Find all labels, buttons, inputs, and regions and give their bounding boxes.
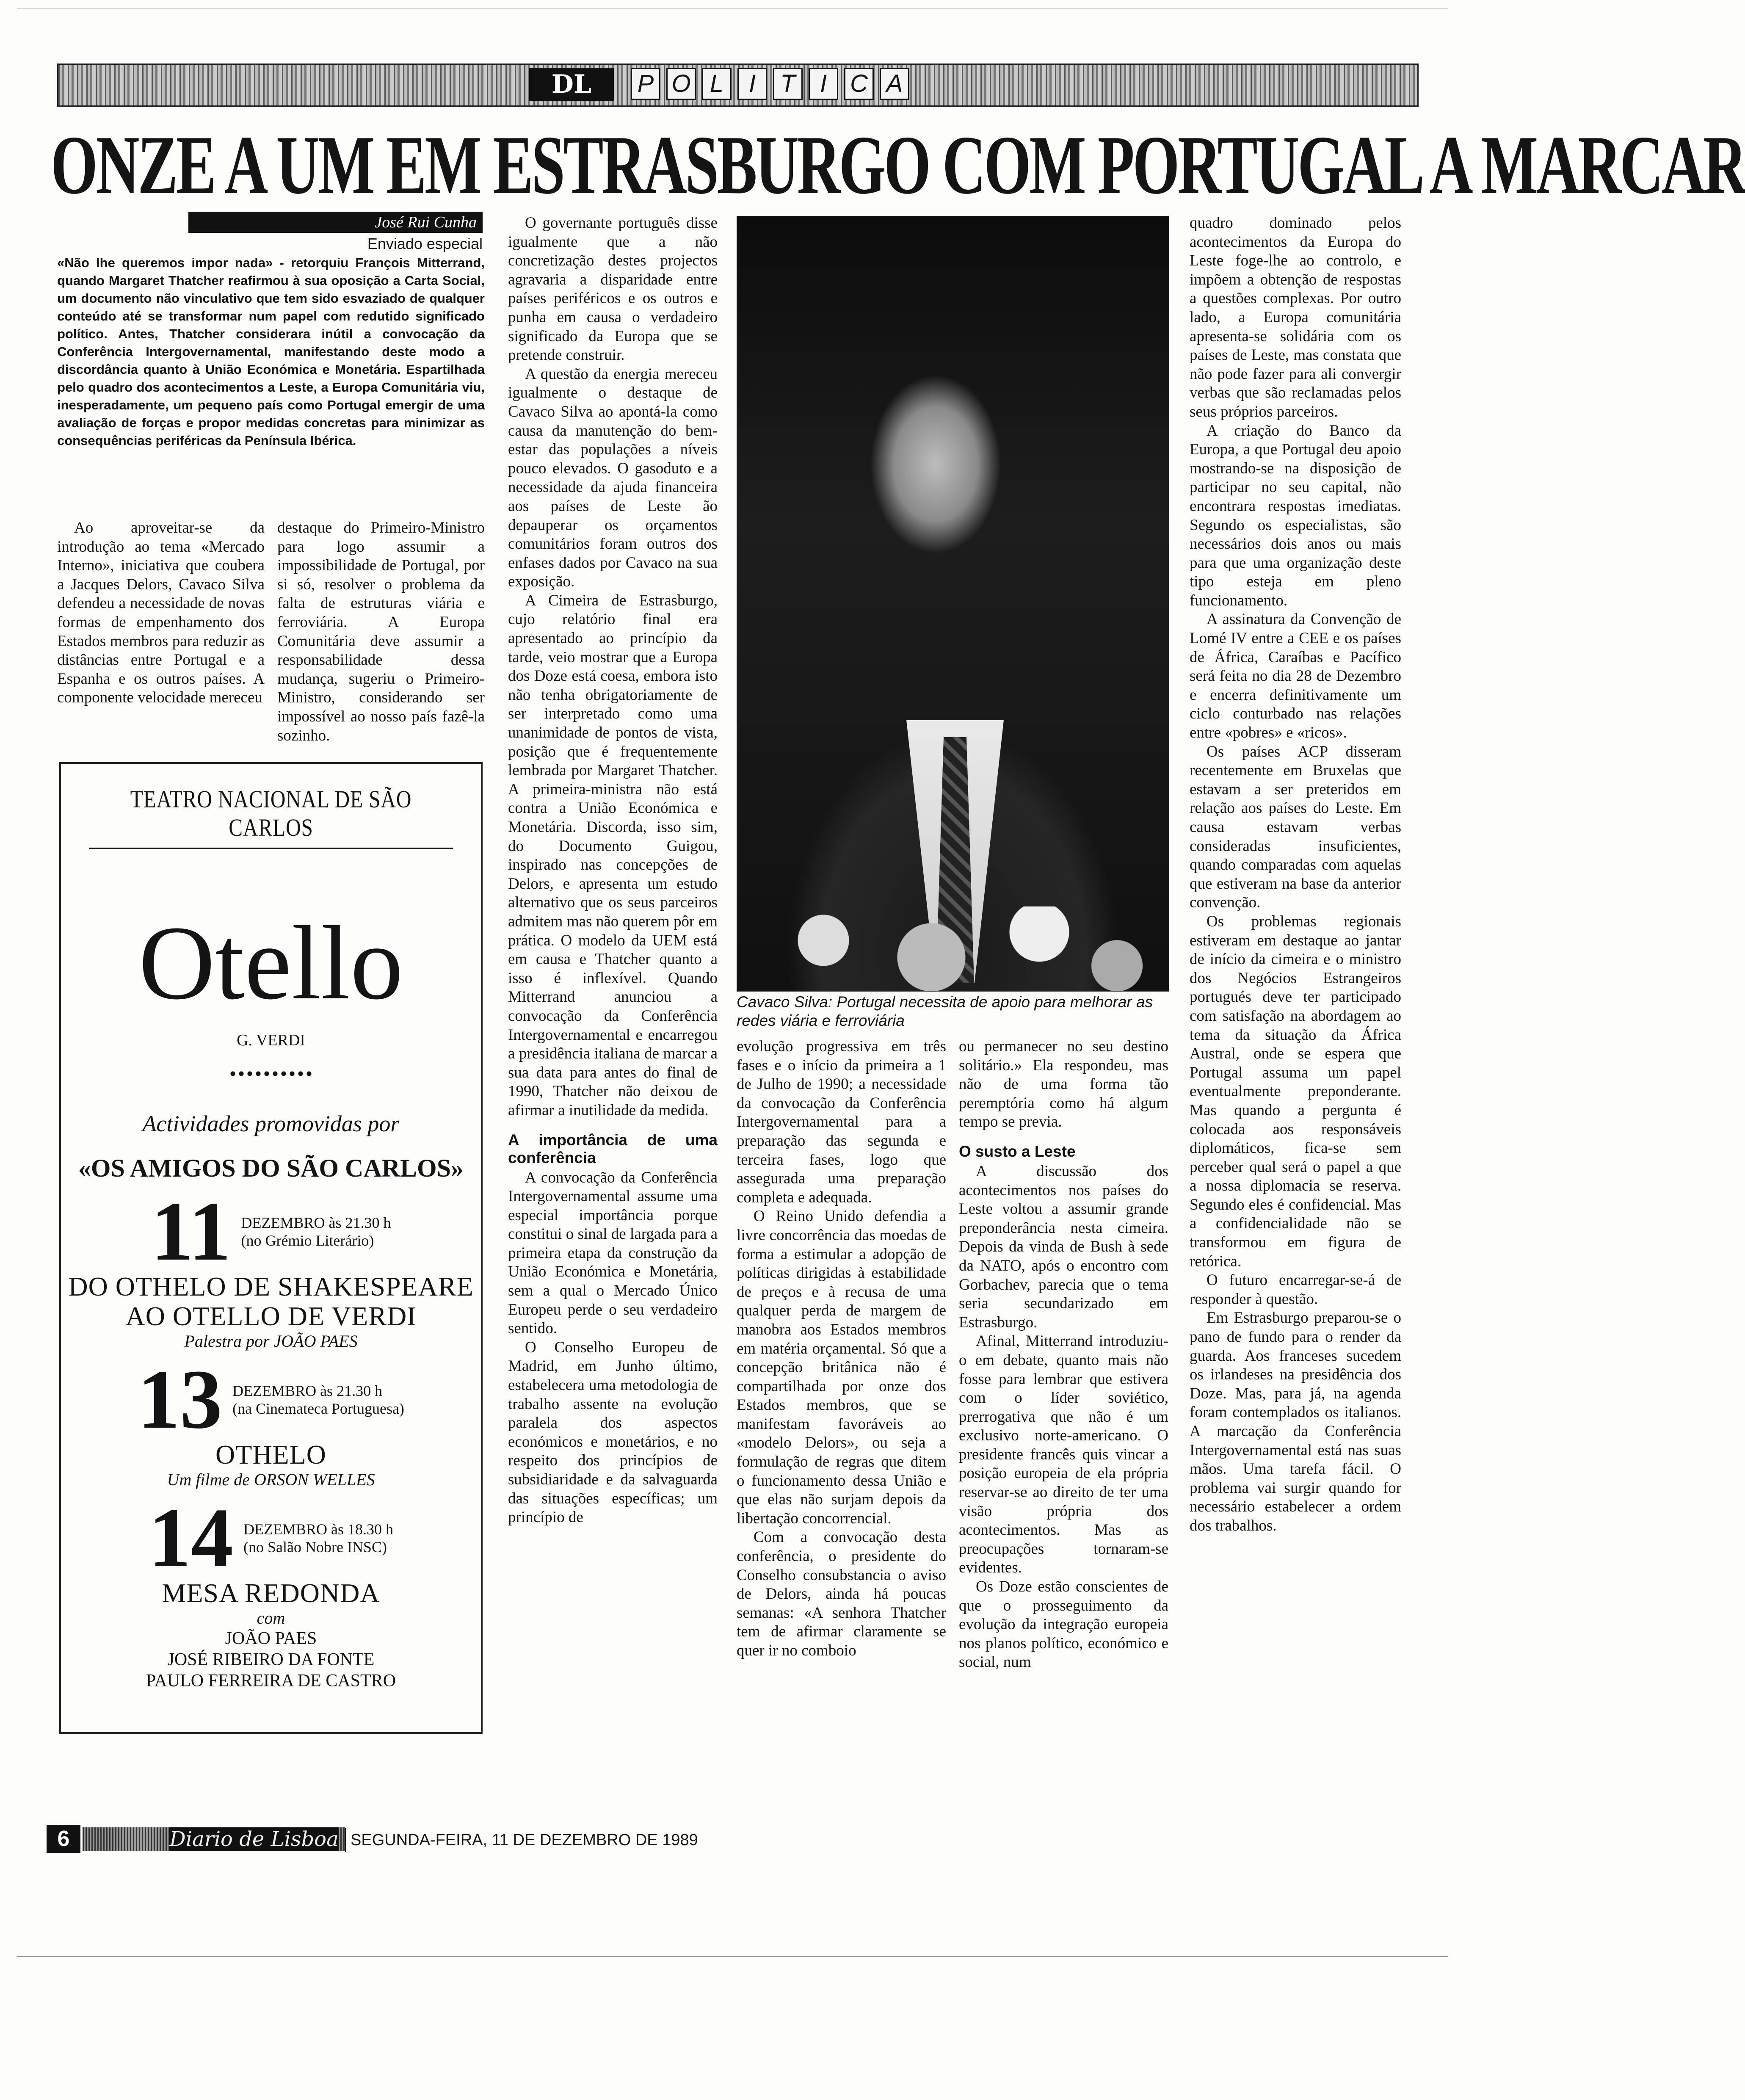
article-column-3 <box>508 214 718 1527</box>
subheading: O susto a Leste <box>959 1142 1076 1160</box>
portrait-photo <box>737 216 1169 992</box>
newspaper-logo: DL <box>529 68 614 101</box>
article-column-2 <box>277 519 485 745</box>
photo-caption: Cavaco Silva: Portugal necessita de apoio para melhorar as redes viária e ferroviária <box>737 993 1153 1029</box>
event-day: 11 <box>151 1185 231 1278</box>
panelist: JOÃO PAES <box>225 1629 317 1648</box>
paragraph: A questão da energia mereceu igualmente o destaque de Cavaco Silva ao apontá-la como causa da manutenção do bem-estar das populações a níveis pouco elevados. O gasoduto e a necessidade da ajuda financeira aos países de Leste ão depauperar os orçamentos comunitários foram outros dos enfases dados por Cavaco na sua exposição. <box>508 365 718 591</box>
article-column-6 <box>1190 214 1401 1536</box>
event-day: 13 <box>138 1353 223 1446</box>
paragraph: ou permanecer no seu destino solitário.» Ela respondeu, mas não de uma forma tão peremptória como há algum tempo se previa. <box>959 1038 1168 1131</box>
paragraph: Os Doze estão conscientes de que o prosseguimento da evolução da integração europeia nos planos político, económico e social, num <box>959 1578 1168 1671</box>
paragraph: A Cimeira de Estrasburgo, cujo relatório final era apresentado ao princípio da tarde, veio mostrar que a Europa dos Doze está coesa, embora isto não tenha obrigatoriamente de ser interpretado como uma unanimidade de pontos de vista, posição que é frequentemente lembrada por Margaret Thatcher. A primeira-ministra não está contra a União Económica e Monetária. Discorda, isso sim, do Documento Guigou, inspirado nas concepções de Delors, e apresenta um estudo alternativo que os seus parceiros admitem mas não querem pôr em prática. O modelo da UEM está em causa e Thatcher quanto a isso é inflexível. Quando Mitterrand anunciou a convocação da Conferência Intergovernamental e encarregou a presidência italiana de marcar a sua data para antes do final de 1990, Thatcher não deixou de afirmar a inutilidade da medida. <box>508 591 718 1119</box>
section-letter: O <box>666 68 696 100</box>
panelist: JOSÉ RIBEIRO DA FONTE <box>167 1650 375 1669</box>
event-title: DO OTHELO DE SHAKESPEARE <box>68 1271 474 1301</box>
paragraph: O governante português disse igualmente que a não concretização destes projectos agravaria a disparidade entre países periféricos e os outros e punha em causa o verdadeiro significado da Europa que se pretende construir. <box>508 214 718 364</box>
paragraph: Em Estrasburgo preparou-se o pano de fundo para o render da guarda. Aos franceses sucedem os irlandeses na presidência dos Doze. Mas, para já, na agenda foram contemplados os italianos. A marcação da Conferência Intergovernamental está nas suas mãos. Uma tarefa fácil. O problema vai surgir quando for necessário estabelecer a ordem dos trabalhos. <box>1190 1309 1401 1534</box>
divider <box>89 848 453 849</box>
event-time: DEZEMBRO às 18.30 h <box>243 1521 393 1538</box>
paragraph: A convocação da Conferência Intergovernamental assume uma especial importância porque constitui o sinal de largada para a primeira etapa da construção da União Económica e Monetária, sem a qual o Mercado Único Europeu perde o seu verdadeiro sentido. <box>508 1169 718 1337</box>
byline: José Rui Cunha <box>188 212 483 233</box>
newspaper-name: Diario de Lisboa <box>169 1827 339 1851</box>
article-column-1 <box>57 519 265 707</box>
theatre-advertisement <box>59 762 483 1734</box>
lead-paragraph: «Não lhe queremos impor nada» - retorquiu François Mitterrand, quando Margaret Thatcher reafirmou à sua oposição a Carta Social, um documento não vinculativo que tem sido esvaziado de qualquer conteúdo até se transformar num papel com redutido significado político. Antes, Thatcher considerara inútil a convocação da Conferência Intergovernamental, manifestando deste modo a discordância quanto à União Económica e Monetária. Espartilhada pelo quadro dos acontecimentos a Leste, a Europa Comunitária viu, inesperadamente, um pequeno país como Portugal emergir de uma avaliação de forças e propor medidas concretas para minimizar as consequências periféricas da Península Ibérica. <box>57 255 485 448</box>
paragraph: Afinal, Mitterrand introduziu-o em debate, quanto mais não fosse para lembrar que estivera com o líder soviético, prerrogativa que não é um exclusivo norte-americano. O presidente francês quis vincar a posição europeia de ela própria reservar-se ao direito de ter uma visão própria dos acontecimentos. Mas as preocupações tornaram-se evidentes. <box>959 1332 1168 1577</box>
section-letter: P <box>631 68 660 100</box>
section-title <box>631 68 915 101</box>
event-place: (no Salão Nobre INSC) <box>243 1539 387 1556</box>
section-letter: A <box>880 68 909 100</box>
event-subtitle: Um filme de ORSON WELLES <box>167 1470 375 1489</box>
section-letter: L <box>702 68 732 100</box>
top-rule <box>17 8 1448 9</box>
event-date <box>61 1491 481 1585</box>
event-place: (no Grémio Literário) <box>241 1232 374 1249</box>
headline: ONZE A UM EM ESTRASBURGO COM PORTUGAL A MARCAR <box>51 119 1745 211</box>
composer: G. VERDI <box>237 1031 305 1049</box>
event-title: OTHELO <box>215 1440 326 1470</box>
article-column-5 <box>959 1037 1168 1672</box>
organizer-name: «OS AMIGOS DO SÃO CARLOS» <box>78 1154 464 1182</box>
event-time: DEZEMBRO às 21.30 h <box>241 1214 391 1231</box>
section-letter: C <box>844 68 874 100</box>
paragraph: A assinatura da Convenção de Lomé IV entre a CEE e os países de África, Caraíbas e Pacífico será feita no dia 28 de Dezembro e encerra definitivamente um ciclo conturbado nas relações entre «pobres» e «ricos». <box>1190 611 1401 742</box>
paragraph: O Conselho Europeu de Madrid, em Junho último, estabelecera uma metodologia de trabalho assente na evolução paralela dos aspectos económicos e monetários, e no respeito dos princípios de subsidiaridade e da salvaguarda das situações específicas; um princípio de <box>508 1338 718 1526</box>
paragraph: O Reino Unido defendia a livre concorrência das moedas de forma a estimular a adopção de políticas dirigidas à estabilidade de preços e à recusa de uma qualquer perda de margem de manobra aos Estados membros em matéria orçamental. Só que a concepção britânica não é compartilhada por onze dos Estados membros, que se manifestam favoráveis ao «modelo Delors», ou seja a formulação de regras que ditem o funcionamento dessa União e que elas não surjam depois da libertação concorrencial. <box>737 1208 946 1527</box>
ornament-icon <box>229 1071 313 1077</box>
photo-flowers <box>737 906 1169 991</box>
venue-name: TEATRO NACIONAL DE SÃO CARLOS <box>130 785 412 841</box>
paragraph: quadro dominado pelos acontecimentos da Europa do Leste foge-lhe ao controlo, e impõem a obtenção de respostas a questões complexas. Por outro lado, a Europa comunitária apresenta-se solidária com os países de Leste, mas constata que não pode fazer para ali convergir verbas que são reclamadas pelos seus próprios parceiros. <box>1190 214 1401 420</box>
event-time: DEZEMBRO às 21.30 h <box>232 1382 383 1399</box>
section-letter: I <box>809 68 838 100</box>
section-letter: I <box>737 68 767 100</box>
subheading: A importância de uma conferência <box>508 1131 718 1166</box>
paragraph: Ao aproveitar-se da introdução ao tema «Mercado Interno», iniciativa que coubera a Jacques Delors, Cavaco Silva defendeu a necessidade de novas formas de empenhamento dos Estados membros para reduzir as distâncias entre Portugal e a Espanha e os outros países. A componente velocidade mereceu <box>57 519 265 707</box>
article-column-4 <box>737 1037 946 1661</box>
event-subtitle: com <box>257 1608 285 1628</box>
byline-role: Enviado especial <box>367 235 483 252</box>
paragraph: Os problemas regionais estiveram em destaque ao jantar de início da cimeira e o ministro dos Negócios Estrangeiros portugués deve ter participado com satisfação na abordagem ao tema da situação da África Austral, onde se espera que Portugal assuma um papel eventualmente preponderante. Mas quando a pergunta é colocada aos responsáveis diplomáticos, fica-se sem perceber qual será o papel a que a nossa diplomacia se reserva. Segundo eles é confidencial. Mas a confidencialidade não se transformou em figura de retórica. <box>1190 912 1401 1270</box>
panelist: PAULO FERREIRA DE CASTRO <box>146 1671 396 1691</box>
paragraph: Os países ACP disseram recentemente em Bruxelas que estavam a ser preteridos em relação aos países do Leste. Em causa estavam verbas consideradas insuficientes, quando comparadas com aquelas que estiveram na base da anterior convenção. <box>1190 743 1401 912</box>
paragraph: A discussão dos acontecimentos nos países do Leste voltou a assumir grande preponderância nesta cimeira. Depois da vinda de Bush à sede da NATO, após o encontro com Gorbachev, parecia que o tema seria secundarizado em Estrasburgo. <box>959 1162 1168 1331</box>
paragraph: O futuro encarregar-se-á de responder à questão. <box>1190 1271 1401 1308</box>
page-number: 6 <box>47 1825 80 1853</box>
paragraph: evolução progressiva em três fases e o início da primeira a 1 de Julho de 1990; a necessidade da convocação da Conferência Intergovernamental para a preparação das segunda e terceira fases, logo que assegurada uma preparação completa e adequada. <box>737 1038 946 1206</box>
opera-title: Otello <box>138 904 403 1022</box>
event-title: AO OTELLO DE VERDI <box>125 1301 417 1331</box>
event-title: MESA REDONDA <box>162 1578 380 1608</box>
section-letter: T <box>773 68 803 100</box>
event-day: 14 <box>149 1491 233 1585</box>
event-date <box>61 1185 481 1278</box>
paragraph: A criação do Banco da Europa, a que Portugal deu apoio mostrando-se na disposição de participar no seu capital, não encontrara respostas imediatas. Segundo os especialistas, são necessários dois anos ou mais para que uma organização deste tipo esteja em pleno funcionamento. <box>1190 422 1401 609</box>
event-place: (na Cinemateca Portuguesa) <box>232 1400 404 1417</box>
activities-label: Actividades promovidas por <box>142 1111 400 1136</box>
paragraph: destaque do Primeiro-Ministro para logo assumir a impossibilidade de Portugal, por si só, resolver o problema da falta de estruturas viária e ferroviária. A Europa Comunitária deve assumir a responsabilidade dessa mudança, sugeriu o Primeiro-Ministro, considerando ser impossível ao nosso país fazê-la sozinho. <box>277 519 485 744</box>
event-date <box>61 1353 481 1446</box>
issue-date: SEGUNDA-FEIRA, 11 DE DEZEMBRO DE 1989 <box>345 1828 698 1852</box>
event-subtitle: Palestra por JOÃO PAES <box>184 1332 358 1351</box>
paragraph: Com a convocação desta conferência, o presidente do Conselho consubstancia o aviso de Delors, ainda há poucas semanas: «A senhora Thatcher tem de afirmar claramente se quer ir no comboio <box>737 1528 946 1659</box>
bottom-rule <box>17 1956 1448 1957</box>
